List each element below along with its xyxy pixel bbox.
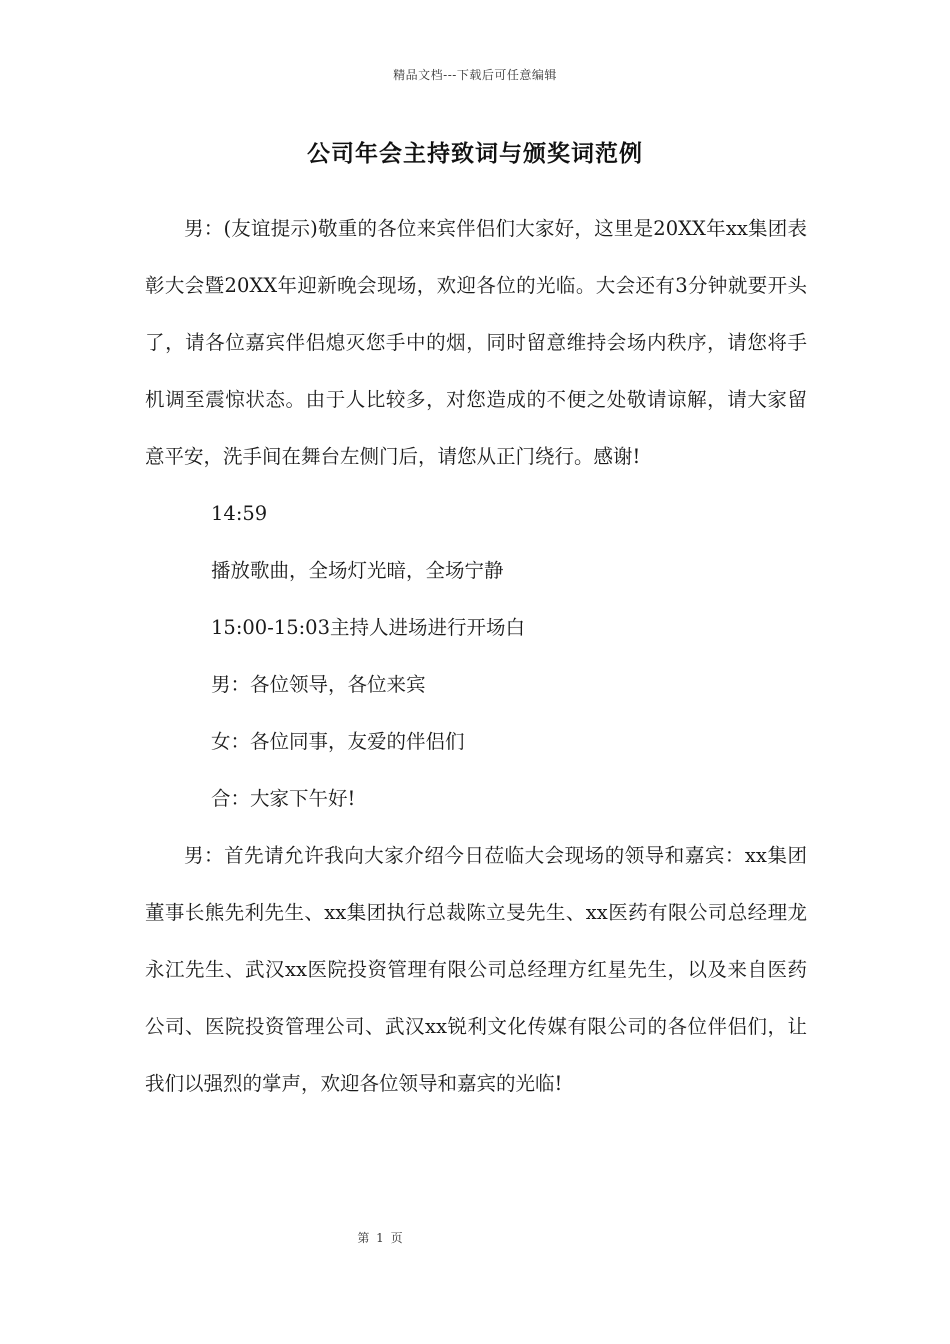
paragraph-music-cue: 播放歌曲，全场灯光暗，全场宁静: [211, 559, 504, 582]
paragraph-opening-notice: 男：(友谊提示)敬重的各位来宾伴侣们大家好，这里是20XX年xx集团表彰大会暨20XX年迎新晚会现场，欢迎各位的光临。大会还有3分钟就要开头了，请各位嘉宾伴侣熄灭您手中的烟，同时留意维持会场内秩序，请您将手机调至震惊状态。由于人比较多，对您造成的不便之处敬请谅解，请大家留意平安，洗手间在舞台左侧门后，请您从正门绕行。感谢!: [145, 217, 807, 468]
page-header: 精品文档---下载后可任意编辑: [393, 68, 557, 82]
paragraph-host-entrance: 15:00-15:03主持人进场进行开场白: [211, 616, 525, 639]
page-number: 第 1 页: [357, 1231, 403, 1245]
document-title: 公司年会主持致词与颁奖词范例: [307, 140, 643, 167]
document-body: [145, 200, 807, 1112]
paragraph-guest-introduction: 男：首先请允许我向大家介绍今日莅临大会现场的领导和嘉宾：xx集团董事长熊先利先生、xx集团执行总裁陈立旻先生、xx医药有限公司总经理龙永江先生、武汉xx医院投资管理有限公司总经理方红星先生，以及来自医药公司、医院投资管理公司、武汉xx锐利文化传媒有限公司的各位伴侣们，让我们以强烈的掌声，欢迎各位领导和嘉宾的光临!: [145, 844, 807, 1095]
paragraph-time-1459: 14:59: [211, 502, 268, 525]
paragraph-together-greeting: 合：大家下午好!: [211, 787, 356, 810]
paragraph-female-greeting: 女：各位同事，友爱的伴侣们: [211, 730, 465, 753]
paragraph-male-greeting: 男：各位领导，各位来宾: [211, 673, 426, 696]
